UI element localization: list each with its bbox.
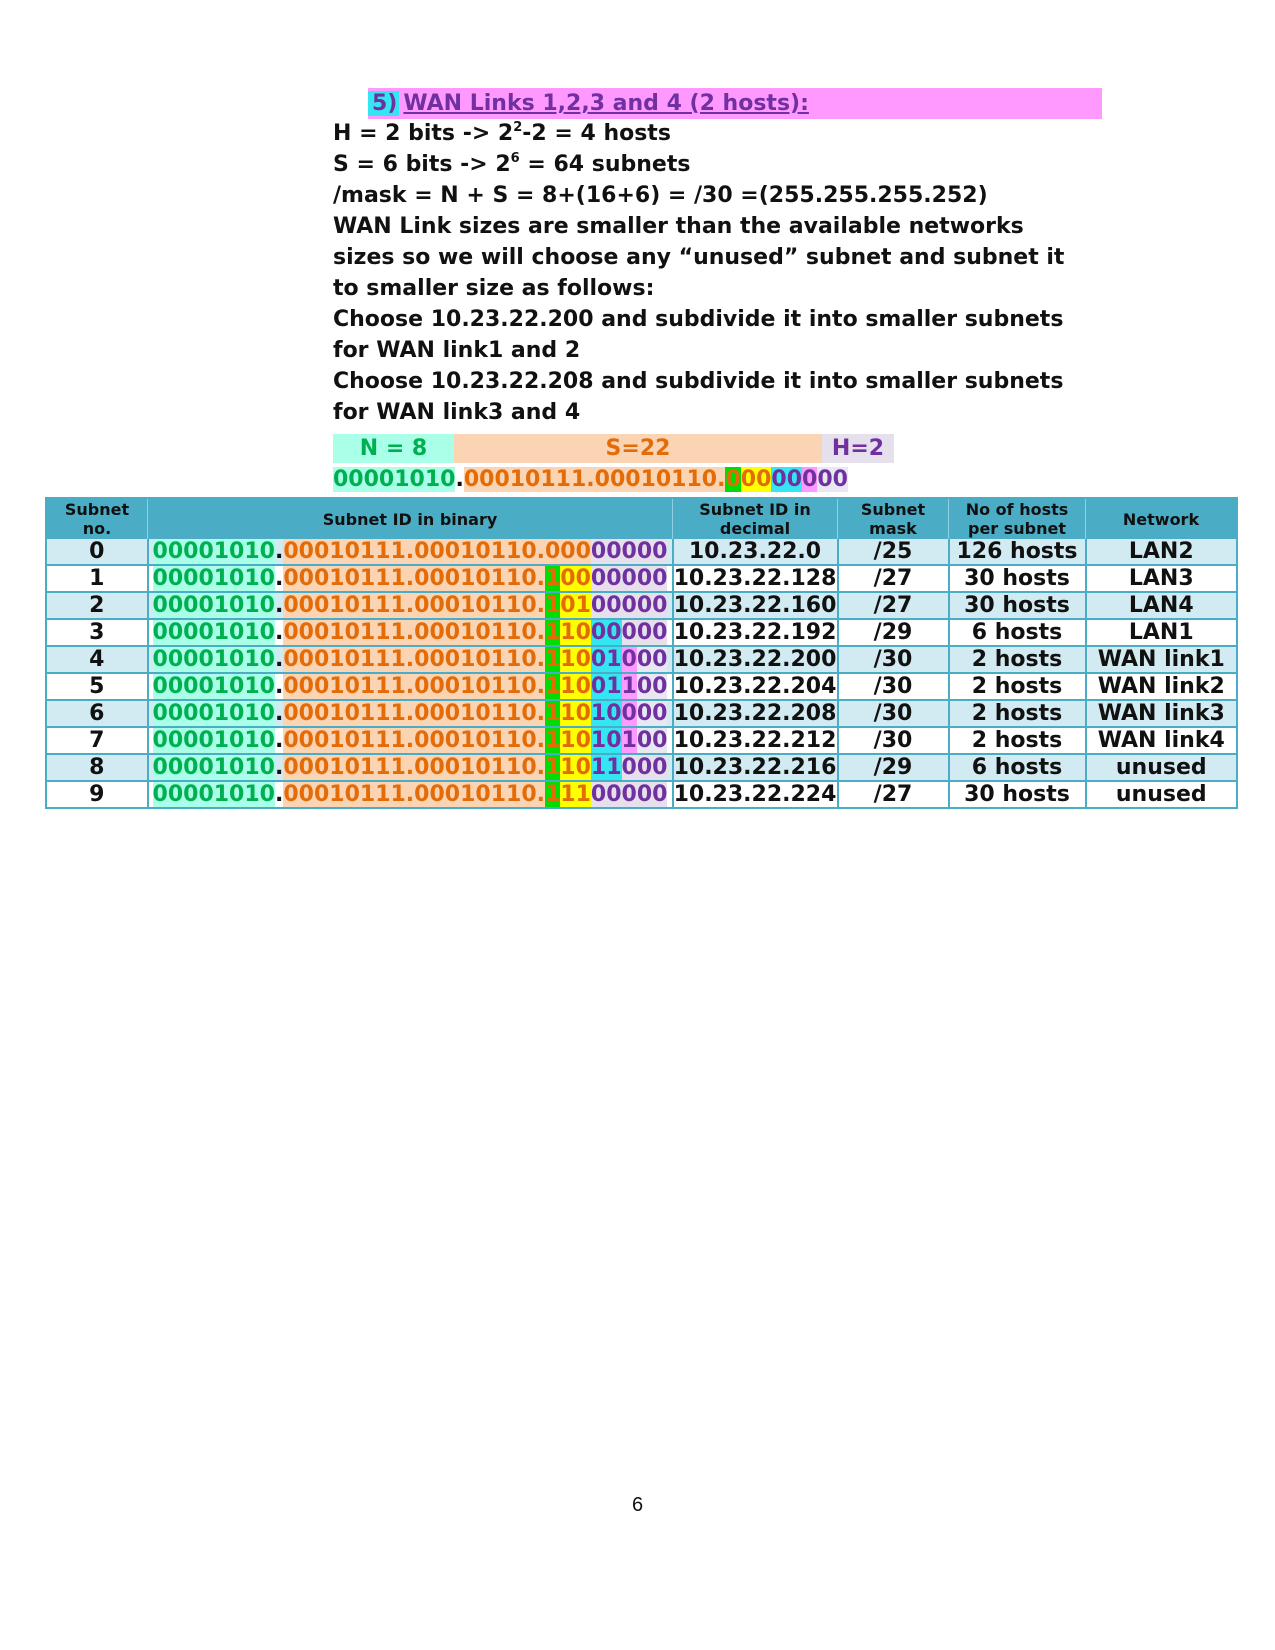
- exponent: 2: [513, 120, 523, 135]
- bit-group: 000: [621, 620, 668, 645]
- cell-hosts: 2 hosts: [949, 727, 1086, 754]
- binary-subnet-part: 00010111.00010110.: [283, 539, 545, 564]
- header-hosts-per-subnet: No of hosts per subnet: [949, 498, 1086, 539]
- bit-group: 1: [544, 620, 561, 645]
- bit-group: 00: [636, 647, 668, 672]
- bit-group: 00000: [590, 539, 668, 564]
- section-number: 5): [368, 91, 399, 116]
- bit-group: 00000: [590, 782, 668, 807]
- binary-dot: .: [274, 701, 284, 726]
- table-row: [46, 754, 1237, 781]
- binary-subnet-part: 00010111.00010110.: [283, 647, 545, 672]
- explanation-line: for WAN link1 and 2: [333, 338, 581, 363]
- bit-group: 00000: [590, 593, 668, 618]
- section-heading: [368, 88, 1102, 119]
- bit-group: 1: [544, 566, 561, 591]
- binary-network-part: 00001010: [333, 467, 456, 492]
- explanation-line: /mask = N + S = 8+(16+6) = /30 =(255.255.255.252): [333, 183, 988, 208]
- header-subnet-id-binary: Subnet ID in binary: [148, 498, 673, 539]
- bit-group: 1: [544, 701, 561, 726]
- table-row: [46, 781, 1237, 808]
- explanation-line: Choose 10.23.22.200 and subdivide it into smaller subnets: [333, 307, 1064, 332]
- binary-dot: .: [274, 674, 284, 699]
- header-subnet-no: Subnet no.: [46, 498, 148, 539]
- binary-dot: .: [274, 620, 284, 645]
- cell-subnet-binary: [148, 700, 673, 727]
- binary-network-part: 00001010: [152, 620, 275, 645]
- cell-hosts: 30 hosts: [949, 781, 1086, 808]
- subnet-bits-label: S=22: [454, 434, 822, 463]
- table-row: [46, 539, 1237, 565]
- binary-address: [153, 701, 668, 726]
- explanation-line: WAN Link sizes are smaller than the available networks: [333, 214, 1024, 239]
- cell-subnet-binary: [148, 565, 673, 592]
- subnet-table: [45, 497, 1238, 809]
- binary-address: [153, 566, 668, 591]
- bit-group: 10: [560, 728, 591, 753]
- cell-subnet-decimal: 10.23.22.128: [673, 566, 837, 591]
- cell-subnet-decimal: 10.23.22.208: [673, 701, 837, 726]
- binary-subnet-part: 00010111.00010110.: [283, 674, 545, 699]
- table-body: [46, 539, 1237, 808]
- cell-subnet-decimal: 10.23.22.160: [673, 593, 837, 618]
- cell-subnet-decimal: 10.23.22.216: [673, 755, 837, 780]
- bit-group: 00: [560, 566, 591, 591]
- cell-subnet-decimal: 10.23.22.192: [673, 620, 837, 645]
- binary-dot: .: [274, 566, 284, 591]
- bit-group: 0: [725, 467, 741, 492]
- binary-subnet-part: 00010111.00010110.: [283, 782, 545, 807]
- cell-subnet-mask: /29: [838, 754, 949, 781]
- explanation-line: for WAN link3 and 4: [333, 400, 581, 425]
- cell-subnet-binary: [148, 754, 673, 781]
- bit-group: 0: [802, 467, 818, 492]
- binary-dot: .: [274, 539, 284, 564]
- cell-network: LAN4: [1086, 592, 1238, 619]
- cell-subnet-binary: [148, 539, 673, 565]
- header-subnet-mask: Subnet mask: [838, 498, 949, 539]
- bit-group: 1: [621, 728, 637, 753]
- explanation-line: [333, 118, 671, 149]
- cell-subnet-decimal: 10.23.22.224: [673, 782, 837, 807]
- host-bits-label: H=2: [822, 434, 894, 463]
- binary-subnet-part: 00010111.00010110.: [283, 728, 545, 753]
- binary-subnet-part: 00010111.00010110.: [283, 755, 545, 780]
- formula-result: = 64 subnets: [519, 152, 691, 177]
- bit-group: 00: [740, 467, 772, 492]
- cell-subnet-decimal: 10.23.22.200: [673, 647, 837, 672]
- page-number: 6: [631, 1494, 644, 1516]
- cell-hosts: 30 hosts: [949, 592, 1086, 619]
- binary-subnet-part: 00010111.00010110.: [283, 701, 545, 726]
- bit-group: 00: [636, 728, 668, 753]
- binary-address: [153, 593, 668, 618]
- binary-network-part: 00001010: [152, 782, 275, 807]
- cell-subnet-decimal: 10.23.22.0: [673, 539, 838, 565]
- cell-subnet-binary: [148, 781, 673, 808]
- cell-hosts: 126 hosts: [949, 539, 1086, 565]
- bit-group: 10: [560, 647, 591, 672]
- explanation-line: Choose 10.23.22.208 and subdivide it into smaller subnets: [333, 369, 1064, 394]
- binary-highlight-bits: [725, 467, 848, 492]
- cell-subnet-binary: [148, 592, 673, 619]
- exponent: 6: [510, 151, 520, 166]
- header-network: Network: [1086, 498, 1238, 539]
- cell-subnet-mask: /25: [838, 539, 949, 565]
- cell-subnet-mask: /27: [838, 781, 949, 808]
- table-row: [46, 673, 1237, 700]
- bit-group: 10: [560, 755, 591, 780]
- bit-group: 000: [544, 539, 591, 564]
- bit-group: 1: [544, 782, 561, 807]
- binary-network-part: 00001010: [152, 755, 275, 780]
- header-subnet-id-decimal: Subnet ID in decimal: [673, 498, 838, 539]
- table-row: [46, 619, 1237, 646]
- explanation-line: to smaller size as follows:: [333, 276, 655, 301]
- cell-subnet-mask: /30: [838, 673, 949, 700]
- cell-hosts: 6 hosts: [949, 619, 1086, 646]
- cell-subnet-binary: [148, 619, 673, 646]
- formula-text: S = 6 bits -> 2: [333, 152, 511, 177]
- binary-network-part: 00001010: [152, 647, 275, 672]
- binary-dot: .: [455, 467, 464, 492]
- cell-network: WAN link3: [1086, 700, 1238, 727]
- cell-network: LAN1: [1086, 619, 1238, 646]
- binary-address: [153, 620, 668, 645]
- bit-group: 00: [590, 620, 622, 645]
- cell-subnet-no: 5: [46, 673, 148, 700]
- binary-address: [153, 539, 668, 564]
- cell-network: WAN link4: [1086, 727, 1238, 754]
- bit-group: 1: [544, 593, 561, 618]
- binary-dot: .: [274, 755, 284, 780]
- cell-subnet-no: 6: [46, 700, 148, 727]
- bit-group: 1: [544, 755, 561, 780]
- cell-subnet-no: 1: [46, 565, 148, 592]
- binary-address: [153, 755, 668, 780]
- binary-network-part: 00001010: [152, 701, 275, 726]
- binary-address: [153, 782, 668, 807]
- binary-dot: .: [274, 728, 284, 753]
- binary-dot: .: [274, 782, 284, 807]
- bit-group: 00: [817, 467, 848, 492]
- binary-address: [153, 728, 668, 753]
- cell-subnet-binary: [148, 727, 673, 754]
- cell-subnet-mask: /30: [838, 646, 949, 673]
- binary-dot: .: [274, 647, 284, 672]
- bit-group: 0: [621, 647, 637, 672]
- cell-subnet-no: 0: [46, 539, 148, 565]
- binary-subnet-part: 00010111.00010110.: [283, 620, 545, 645]
- bit-group: 1: [544, 728, 561, 753]
- cell-network: LAN3: [1086, 565, 1238, 592]
- cell-subnet-no: 2: [46, 592, 148, 619]
- section-title: WAN Links 1,2,3 and 4 (2 hosts):: [403, 91, 809, 116]
- cell-hosts: 2 hosts: [949, 700, 1086, 727]
- bit-group: 10: [560, 674, 591, 699]
- table-row: [46, 565, 1237, 592]
- cell-subnet-mask: /29: [838, 619, 949, 646]
- network-bits-label: N = 8: [333, 434, 454, 463]
- table-header-row: [46, 498, 1237, 539]
- cell-subnet-mask: /27: [838, 592, 949, 619]
- cell-subnet-mask: /30: [838, 700, 949, 727]
- explanation-line: [333, 149, 690, 180]
- bit-group: 01: [560, 593, 591, 618]
- bit-group: 1: [544, 674, 561, 699]
- binary-address: [153, 647, 668, 672]
- bit-group: 01: [590, 674, 622, 699]
- cell-hosts: 30 hosts: [949, 565, 1086, 592]
- binary-subnet-part: 00010111.00010110.: [283, 566, 545, 591]
- cell-subnet-no: 8: [46, 754, 148, 781]
- cell-hosts: 6 hosts: [949, 754, 1086, 781]
- table-row: [46, 592, 1237, 619]
- explanation-line: sizes so we will choose any “unused” subnet and subnet it: [333, 245, 1065, 270]
- cell-subnet-decimal: 10.23.22.204: [673, 674, 837, 699]
- bit-group: 01: [590, 647, 622, 672]
- binary-network-part: 00001010: [152, 539, 275, 564]
- bit-group: 000: [621, 755, 668, 780]
- table-row: [46, 700, 1237, 727]
- table-row: [46, 727, 1237, 754]
- cell-subnet-mask: /27: [838, 565, 949, 592]
- binary-dot: .: [274, 593, 284, 618]
- bit-group: 10: [590, 728, 622, 753]
- cell-subnet-no: 9: [46, 781, 148, 808]
- bit-group: 1: [544, 647, 561, 672]
- bit-group: 10: [590, 701, 622, 726]
- cell-network: unused: [1086, 754, 1238, 781]
- table-row: [46, 646, 1237, 673]
- bit-group: 11: [590, 755, 622, 780]
- bit-group: 00: [636, 701, 668, 726]
- cell-network: unused: [1086, 781, 1238, 808]
- cell-subnet-no: 4: [46, 646, 148, 673]
- cell-network: WAN link1: [1086, 646, 1238, 673]
- bit-group: 10: [560, 701, 591, 726]
- bit-group: 00: [636, 674, 668, 699]
- binary-subnet-part: 00010111.00010110.: [283, 593, 545, 618]
- binary-network-part: 00001010: [152, 593, 275, 618]
- cell-subnet-binary: [148, 673, 673, 700]
- binary-address-top: [333, 465, 848, 494]
- bit-group: 00000: [590, 566, 668, 591]
- cell-subnet-binary: [148, 646, 673, 673]
- formula-result: -2 = 4 hosts: [522, 121, 671, 146]
- cell-subnet-decimal: 10.23.22.212: [673, 728, 837, 753]
- binary-network-part: 00001010: [152, 566, 275, 591]
- cell-subnet-no: 7: [46, 727, 148, 754]
- bit-group: 0: [621, 701, 637, 726]
- binary-network-part: 00001010: [152, 728, 275, 753]
- bit-group: 1: [621, 674, 637, 699]
- cell-hosts: 2 hosts: [949, 646, 1086, 673]
- bit-group: 11: [560, 782, 591, 807]
- formula-text: H = 2 bits -> 2: [333, 121, 514, 146]
- bit-group: 10: [560, 620, 591, 645]
- binary-network-part: 00001010: [152, 674, 275, 699]
- bit-group: 00: [771, 467, 803, 492]
- cell-subnet-mask: /30: [838, 727, 949, 754]
- cell-network: LAN2: [1086, 539, 1238, 565]
- cell-network: WAN link2: [1086, 673, 1238, 700]
- cell-hosts: 2 hosts: [949, 673, 1086, 700]
- cell-subnet-no: 3: [46, 619, 148, 646]
- field-labels-row: [333, 434, 894, 463]
- binary-address: [153, 674, 668, 699]
- binary-subnet-part: 00010111.00010110.: [463, 467, 726, 492]
